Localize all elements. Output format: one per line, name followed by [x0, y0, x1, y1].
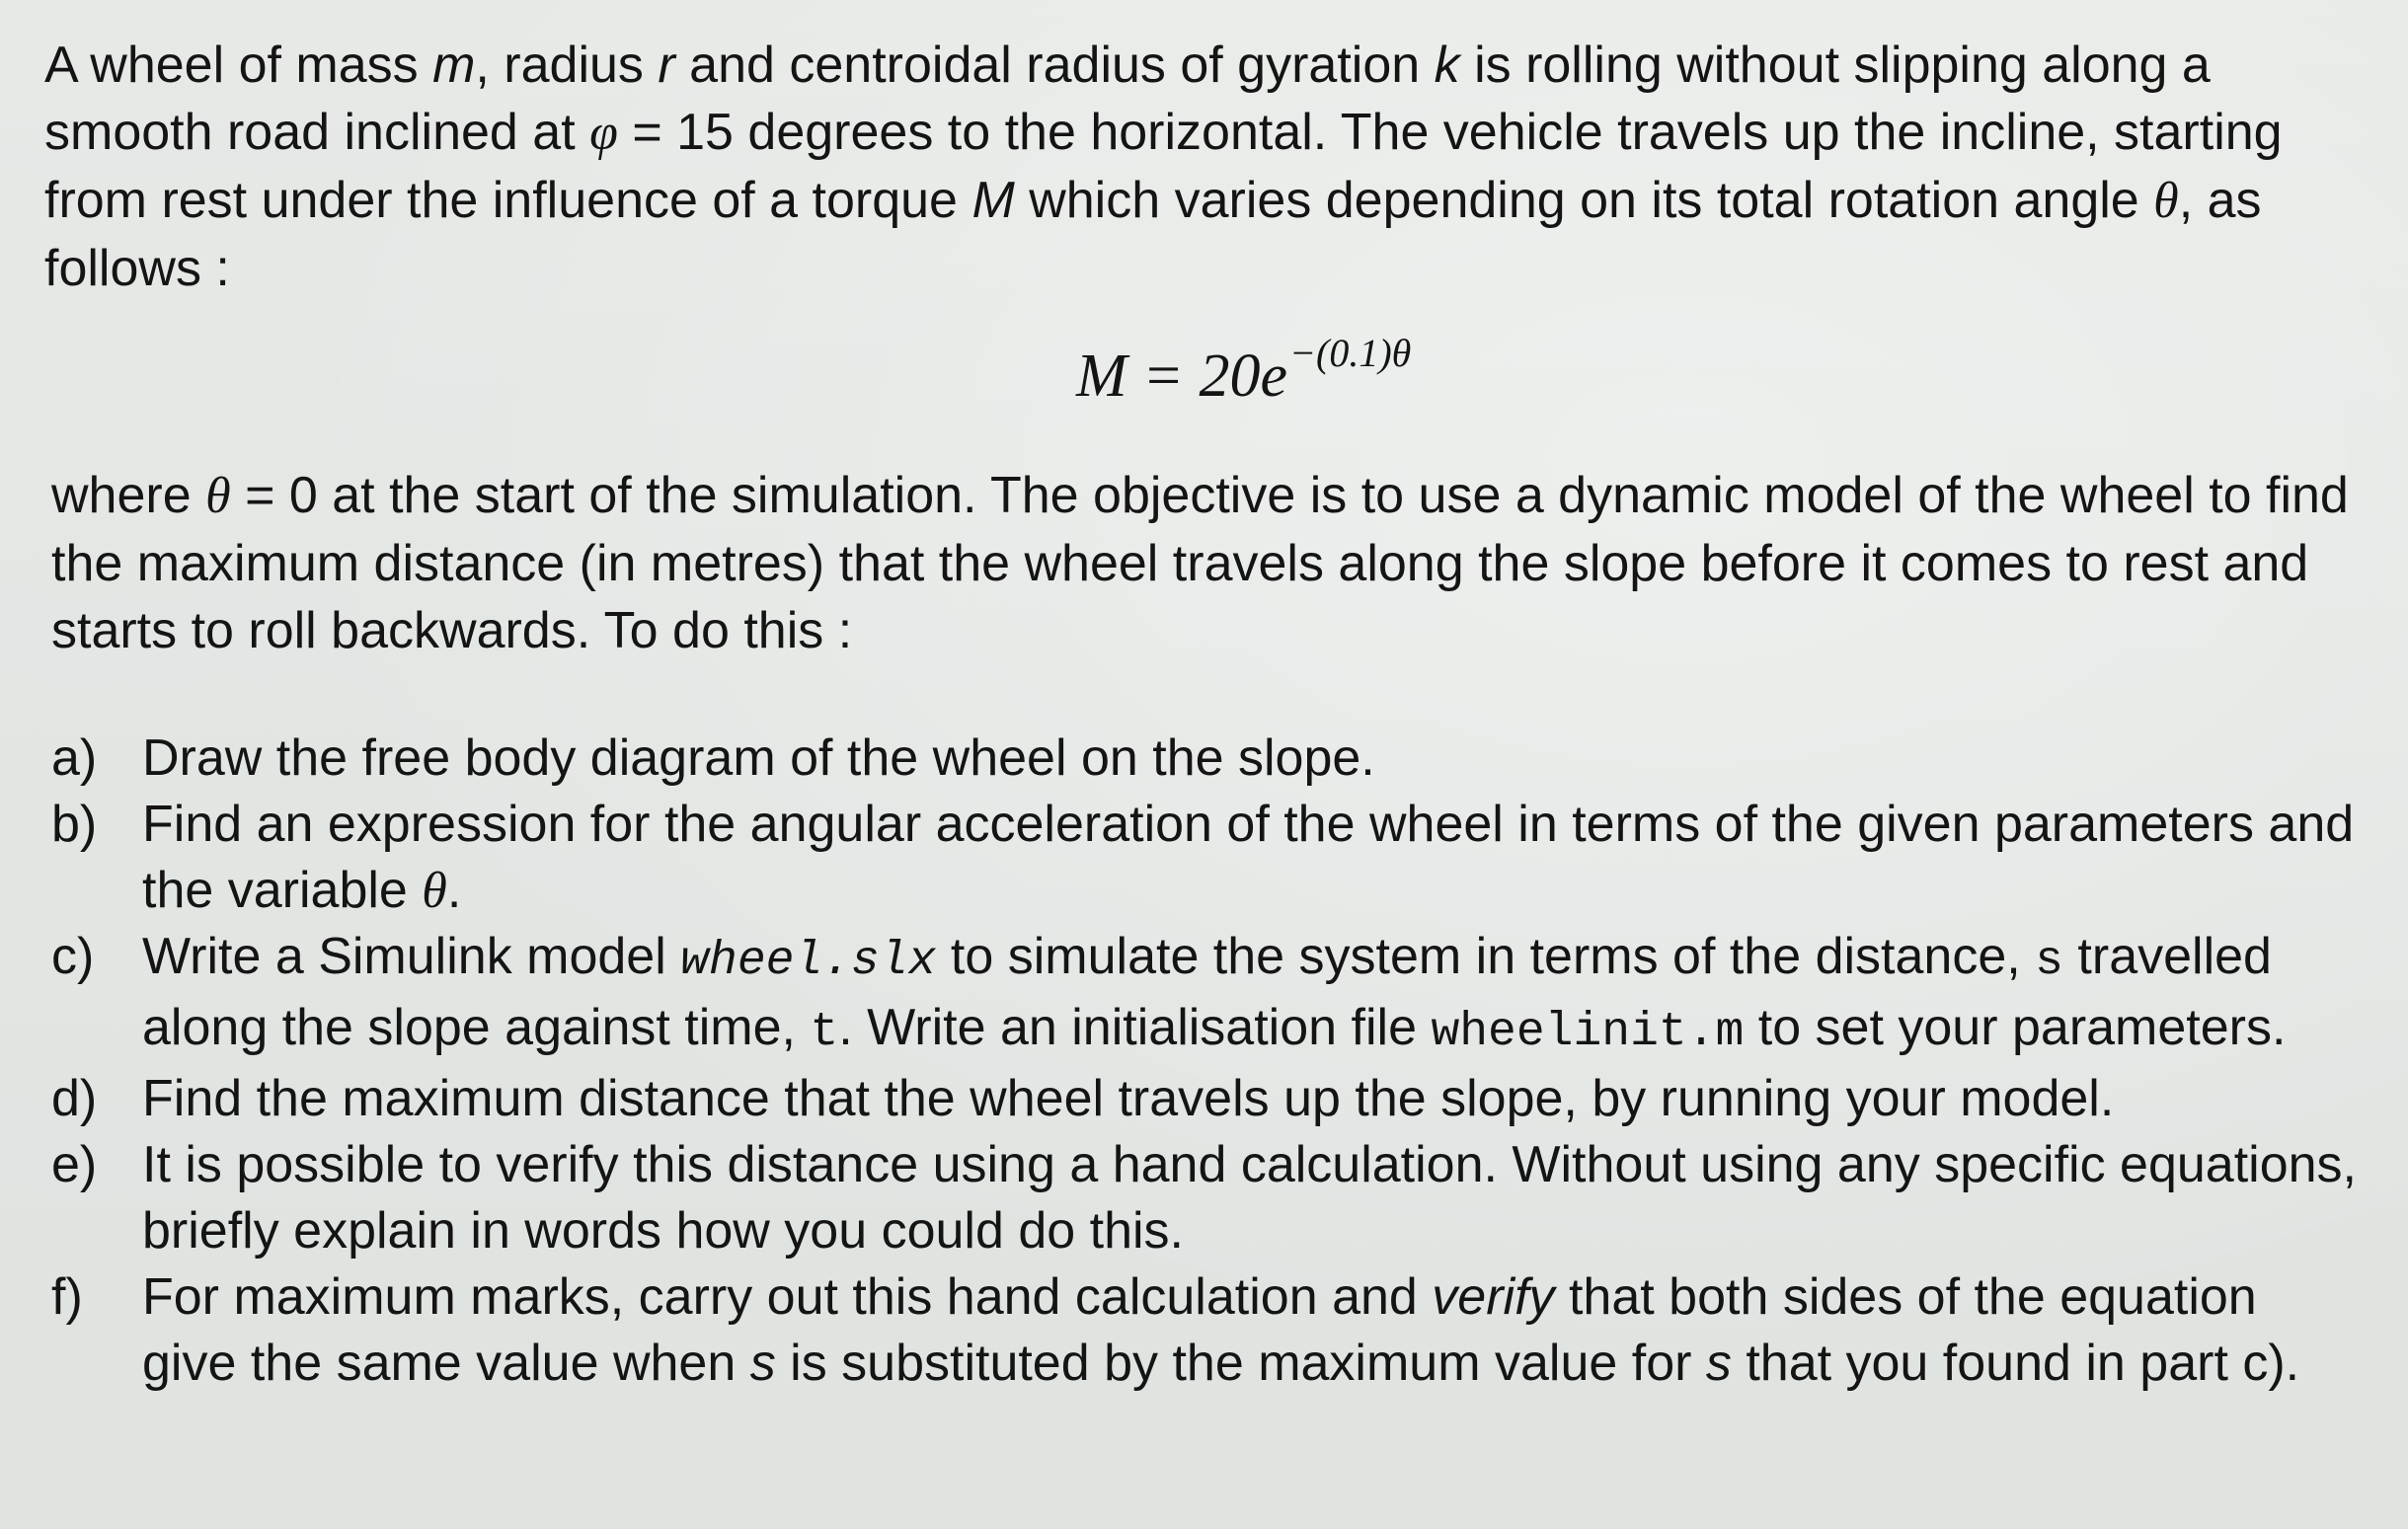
- task-text: that you found in part c).: [1731, 1335, 2300, 1392]
- var-M: M: [971, 172, 1015, 229]
- var-theta: θ: [2153, 173, 2179, 229]
- task-item-a: [51, 726, 2362, 792]
- filename-slx: wheel.slx: [680, 935, 937, 988]
- task-text: .: [446, 862, 462, 919]
- task-label: b): [51, 796, 98, 853]
- filename-init: wheelinit.m: [1431, 1006, 1745, 1059]
- task-label: e): [51, 1136, 98, 1193]
- intro-text: , as follows :: [44, 172, 2262, 297]
- task-label: a): [51, 729, 98, 787]
- var-s: s: [2035, 935, 2063, 988]
- task-item-e: [51, 1132, 2362, 1264]
- equation-lhs: M = 20e: [1076, 343, 1288, 410]
- task-label: f): [51, 1268, 83, 1326]
- task-item-b: [51, 792, 2362, 924]
- task-text: . Write an initialisation file: [838, 999, 1432, 1056]
- task-label: d): [51, 1070, 98, 1127]
- var-k: k: [1434, 37, 1460, 94]
- task-text: For maximum marks, carry out this hand calculation and: [142, 1268, 1433, 1326]
- intro-text: is rolling without slipping along a smooth road inclined at: [44, 37, 2211, 161]
- task-text: to set your parameters.: [1744, 999, 2287, 1056]
- var-s: s: [749, 1335, 776, 1392]
- task-text: Draw the free body diagram of the wheel on the slope.: [142, 729, 1375, 787]
- problem-intro: [44, 32, 2345, 302]
- intro-text: = 15 degrees to the horizontal. The vehicle travels up the incline, starting from rest under the influence of a torque: [44, 104, 2283, 229]
- task-text: It is possible to verify this distance using a hand calculation. Without using any specific equations, briefly explain in words how you could do this.: [142, 1136, 2358, 1260]
- intro-text: which varies depending on its total rotation angle: [1014, 172, 2154, 229]
- task-text: Find the maximum distance that the wheel travels up the slope, by running your model.: [142, 1070, 2115, 1127]
- equation-exponent: −(0.1)θ: [1289, 331, 1412, 375]
- task-list: [51, 726, 2362, 1397]
- task-label: c): [51, 928, 95, 985]
- task-text: Write a Simulink model: [142, 928, 681, 985]
- var-phi: φ: [589, 105, 618, 161]
- emphasis-verify: verify: [1432, 1268, 1555, 1326]
- task-item-c: [51, 924, 2362, 1066]
- torque-equation: [1076, 314, 1411, 416]
- task-text: Find an expression for the angular acceleration of the wheel in terms of the given parameters and the variable: [142, 796, 2355, 919]
- intro-text: A wheel of mass: [44, 37, 433, 94]
- task-text: travelled along the slope against time,: [142, 928, 2272, 1056]
- task-item-f: [51, 1264, 2362, 1397]
- intro-text: , radius: [475, 37, 659, 94]
- var-theta: θ: [205, 468, 231, 524]
- var-m: m: [432, 37, 476, 94]
- intro-text: and centroidal radius of gyration: [674, 37, 1435, 94]
- problem-objective: [51, 462, 2352, 664]
- task-item-d: [51, 1066, 2362, 1132]
- var-t: t: [810, 1006, 839, 1059]
- objective-text: = 0 at the start of the simulation. The objective is to use a dynamic model of the wheel to find the maximum distance (in metres) that the wheel travels along the slope before it comes to rest and starts to roll backwards. To do this :: [51, 467, 2349, 659]
- task-text: that both sides of the equation give the same value when: [142, 1268, 2257, 1392]
- var-theta: θ: [422, 863, 447, 919]
- var-r: r: [658, 37, 675, 94]
- task-text: to simulate the system in terms of the distance,: [936, 928, 2036, 985]
- task-text: is substituted by the maximum value for: [775, 1335, 1706, 1392]
- var-s: s: [1705, 1335, 1732, 1392]
- objective-text: where: [51, 467, 206, 524]
